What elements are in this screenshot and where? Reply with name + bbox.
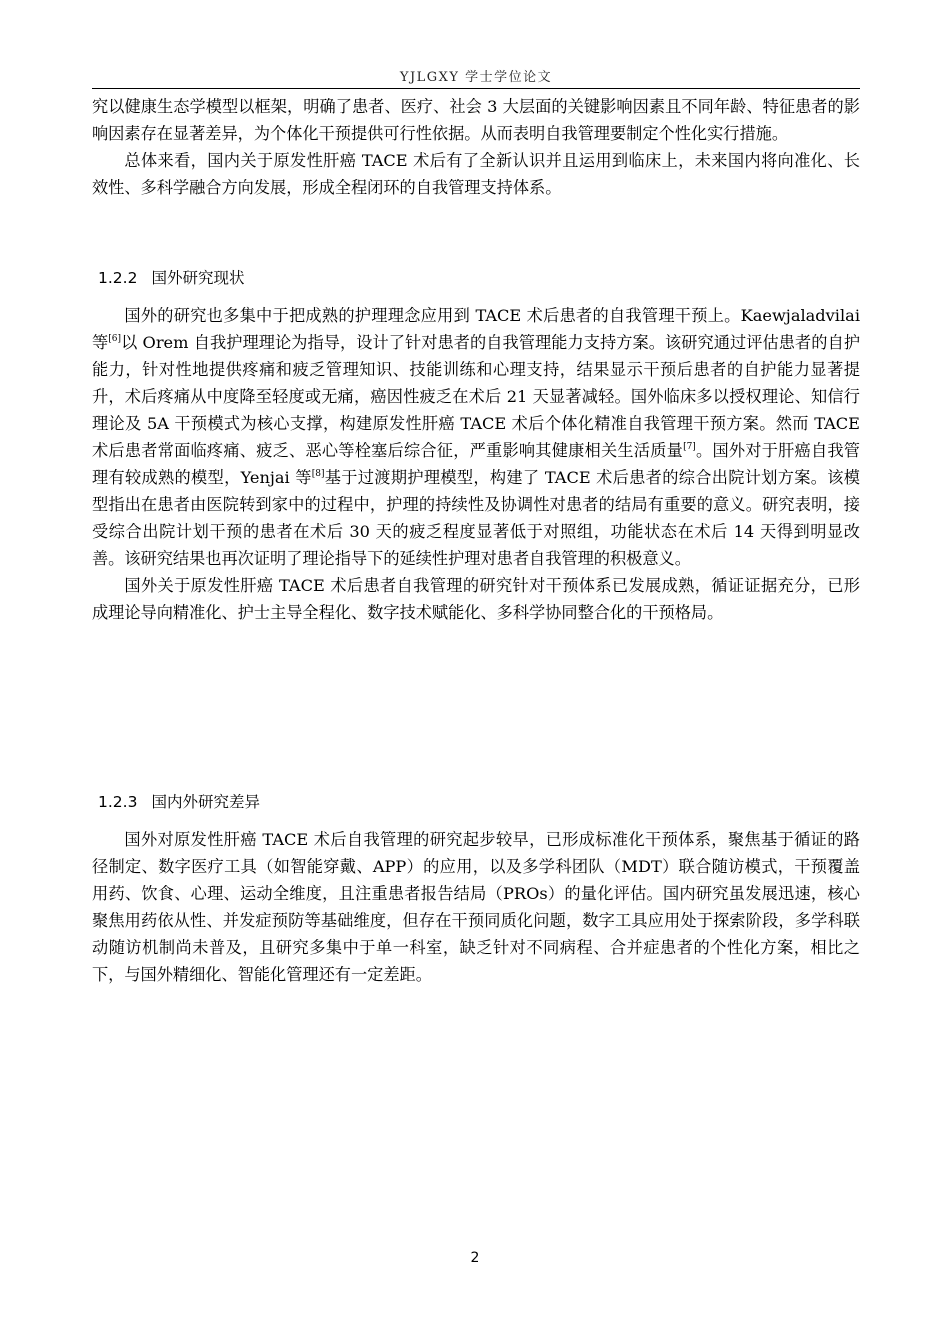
section-heading-1-2-2 [98, 266, 244, 288]
citation-ref-8: [8] [311, 469, 325, 479]
section-title: 国内外研究差异 [151, 793, 260, 811]
section-number: 1.2.3 [98, 793, 138, 811]
paragraph-foreign-summary: 国外关于原发性肝癌 TACE 术后患者自我管理的研究针对干预体系已发展成熟，循证证据充分，已形成理论导向精准化、护士主导全程化、数字技术赋能化、多科学协同整合化的干预格局。 [92, 576, 860, 622]
citation-ref-6: [6] [108, 334, 122, 344]
section-number: 1.2.2 [98, 269, 138, 287]
paragraph-foreign-research: 国外的研究也多集中于把成熟的护理理念应用到 TACE 术后患者的自我管理干预上。Kaewjaladvilai 等[6]以 Orem 自我护理理论为指导，设计了针对患者的自我管理能力支持方案。该研究通过评估患者的自护能力，针对性地提供疼痛和疲乏管理知识、技能训练和心理支持，结果显示干预后患者的自护能力显著提升，术后疼痛从中度降至轻度或无痛，癌因性疲乏在术后 21 天显著减轻。国外临床多以授权理论、知信行理论及 5A 干预模式为核心支撑，构建原发性肝癌 TACE 术后个体化精准自我管理干预方案。然而 TACE 术后患者常面临疼痛、疲乏、恶心等栓塞后综合征，严重影响其健康相关生活质量[7]。国外对于肝癌自我管理有较成熟的模型，Yenjai 等[8]基于过渡期护理模型，构建了 TACE 术后患者的综合出院计划方案。该模型指出在患者由医院转到家中的过程中，护理的持续性及协调性对患者的结局有重要的意义。研究表明，接受综合出院计划干预的患者在术后 30 天的疲乏程度显著低于对照组，功能状态在术后 14 天得到明显改善。该研究结果也再次证明了理论指导下的延续性护理对患者自我管理的积极意义。 [92, 306, 861, 568]
citation-ref-7: [7] [683, 442, 696, 452]
header-divider [92, 88, 860, 89]
paragraph-continued: 究以健康生态学模型以框架，明确了患者、医疗、社会 3 大层面的关键影响因素且不同年龄、特征患者的影响因素存在显著差异，为个体化干预提供可行性依据。从而表明自我管理要制定个性化实行措施。 [92, 97, 860, 143]
section-title: 国外研究现状 [151, 269, 245, 287]
section-1-2-2-body [92, 302, 860, 626]
section-1-2-3-body [92, 826, 860, 988]
paragraph-research-differences: 国外对原发性肝癌 TACE 术后自我管理的研究起步较早，已形成标准化干预体系，聚焦基于循证的路径制定、数字医疗工具（如智能穿戴、APP）的应用，以及多学科团队（MDT）联合随访模式，干预覆盖用药、饮食、心理、运动全维度，且注重患者报告结局（PROs）的量化评估。国内研究虽发展迅速，核心聚焦用药依从性、并发症预防等基础维度，但存在干预同质化问题，数字工具应用处于探索阶段，多学科联动随访机制尚未普及，且研究多集中于单一科室，缺乏针对不同病程、合并症患者的个性化方案，相比之下，与国外精细化、智能化管理还有一定差距。 [92, 830, 860, 984]
page-number: 2 [470, 1250, 480, 1266]
continued-section [92, 93, 860, 201]
section-heading-1-2-3 [98, 790, 260, 812]
paragraph-summary-domestic: 总体来看，国内关于原发性肝癌 TACE 术后有了全新认识并且运用到临床上，未来国内将向准化、长效性、多科学融合方向发展，形成全程闭环的自我管理支持体系。 [92, 151, 860, 197]
running-header: YJLGXY 学士学位论文 [399, 70, 553, 85]
